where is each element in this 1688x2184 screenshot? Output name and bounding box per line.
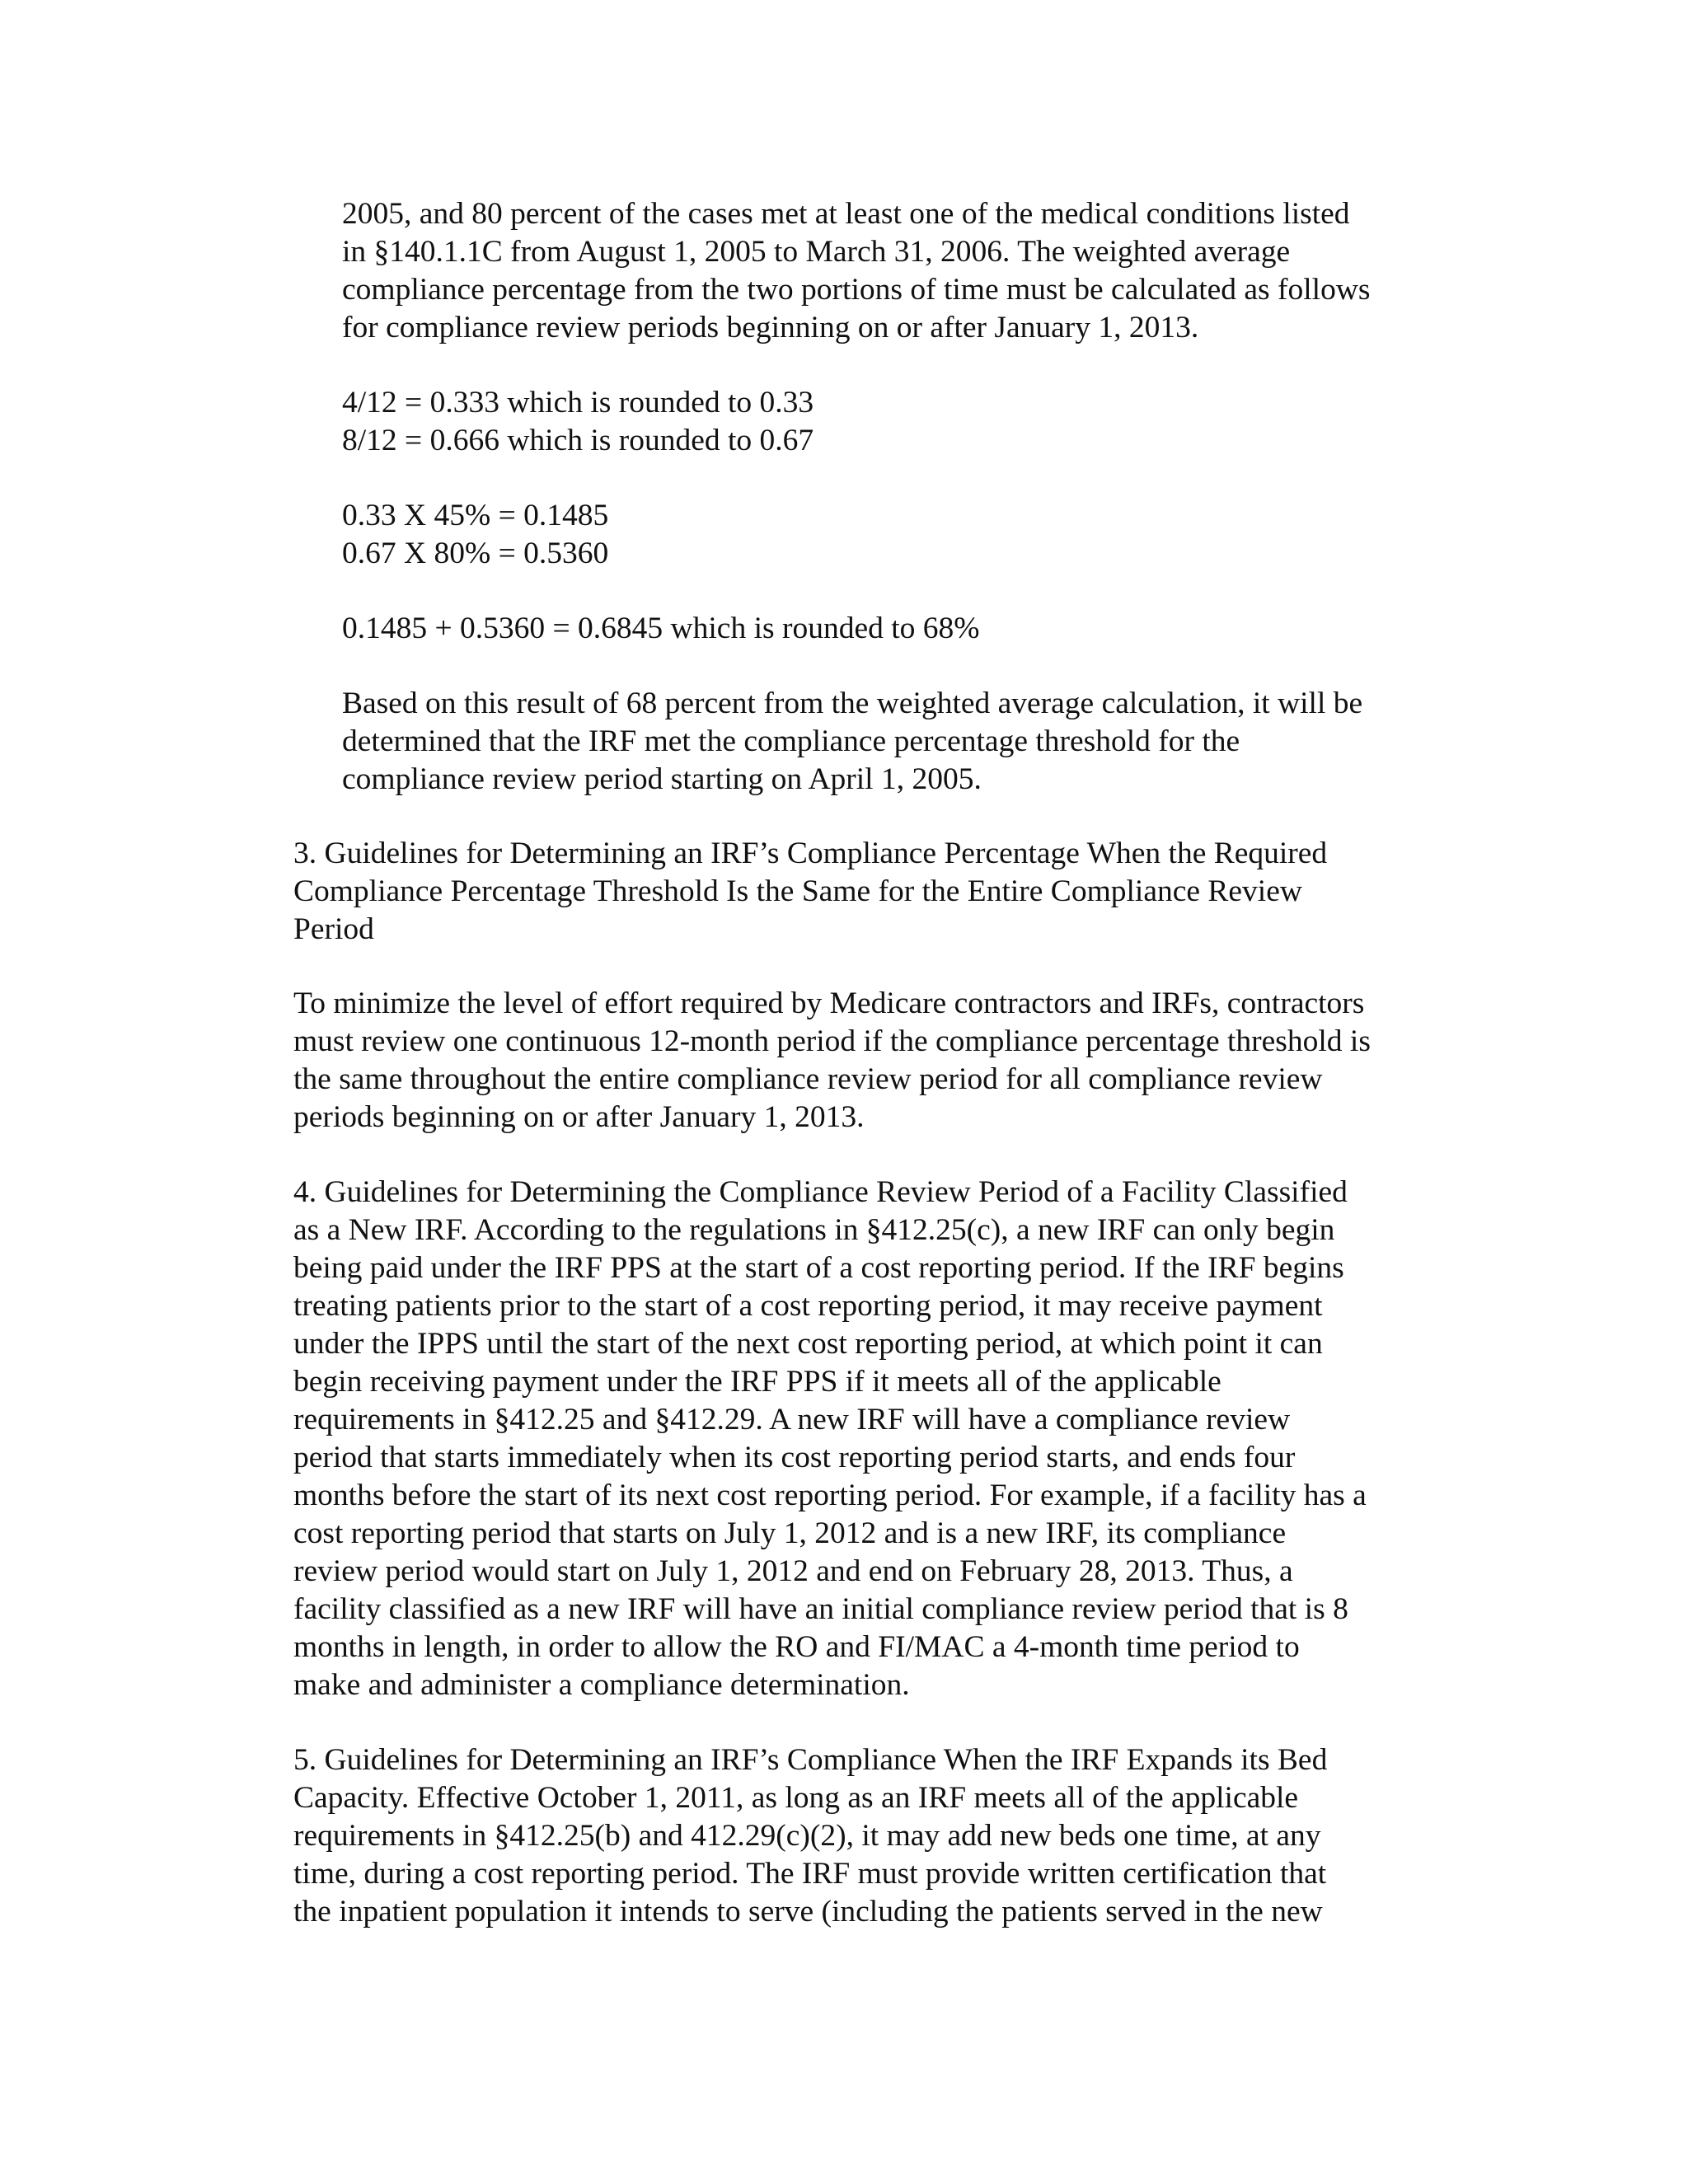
heading-line: Compliance Percentage Threshold Is the Same for the Entire Compliance Review (293, 874, 1302, 908)
heading-line: 3. Guidelines for Determining an IRF’s Compliance Percentage When the Required (293, 837, 1328, 870)
text-line: Capacity. Effective October 1, 2011, as long as an IRF meets all of the applicable (293, 1781, 1299, 1815)
text-line: review period would start on July 1, 2012 and end on February 28, 2013. Thus, a (293, 1554, 1293, 1588)
text-line: requirements in §412.25(b) and 412.29(c)(2), it may add new beds one time, at any (293, 1819, 1321, 1853)
text-line: in §140.1.1C from August 1, 2005 to March 31, 2006. The weighted average (342, 235, 1291, 269)
calc-line: 0.67 X 80% = 0.5360 (342, 537, 609, 570)
calc-line: 4/12 = 0.333 which is rounded to 0.33 (342, 386, 814, 419)
text-line: 2005, and 80 percent of the cases met at least one of the medical conditions listed (342, 197, 1350, 231)
text-line: determined that the IRF met the compliance percentage threshold for the (342, 724, 1240, 758)
text-line: compliance percentage from the two portions of time must be calculated as follows (342, 273, 1371, 307)
text-line: period that starts immediately when its cost reporting period starts, and ends four (293, 1441, 1296, 1474)
text-line: 4. Guidelines for Determining the Compliance Review Period of a Facility Classified (293, 1175, 1348, 1209)
text-line: must review one continuous 12-month period if the compliance percentage threshold is (293, 1024, 1371, 1058)
text-line: treating patients prior to the start of a cost reporting period, it may receive payment (293, 1289, 1323, 1323)
text-line: time, during a cost reporting period. The IRF must provide written certification that (293, 1857, 1327, 1891)
text-line: facility classified as a new IRF will have an initial compliance review period that is 8 (293, 1592, 1348, 1626)
text-line: the inpatient population it intends to serve (including the patients served in the new (293, 1895, 1323, 1929)
text-line: 5. Guidelines for Determining an IRF’s Compliance When the IRF Expands its Bed (293, 1743, 1328, 1777)
text-line: cost reporting period that starts on July 1, 2012 and is a new IRF, its compliance (293, 1516, 1287, 1550)
calculation-sum: 0.1485 + 0.5360 = 0.6845 which is rounded to 68% (342, 612, 980, 645)
text-line: under the IPPS until the start of the next cost reporting period, at which point it can (293, 1327, 1323, 1361)
calc-line: 0.33 X 45% = 0.1485 (342, 499, 609, 532)
calc-line: 8/12 = 0.666 which is rounded to 0.67 (342, 424, 814, 457)
text-line: being paid under the IRF PPS at the start of a cost reporting period. If the IRF begins (293, 1251, 1344, 1285)
text-line: the same throughout the entire compliance review period for all compliance review (293, 1062, 1323, 1096)
text-line: requirements in §412.25 and §412.29. A new IRF will have a compliance review (293, 1403, 1291, 1436)
text-line: for compliance review periods beginning on or after January 1, 2013. (342, 311, 1199, 344)
text-line: Based on this result of 68 percent from the weighted average calculation, it will be (342, 687, 1363, 720)
text-line: periods beginning on or after January 1, 2013. (293, 1100, 865, 1134)
text-line: months before the start of its next cost reporting period. For example, if a facility has a (293, 1479, 1367, 1512)
text-line: compliance review period starting on April 1, 2005. (342, 762, 982, 796)
text-line: make and administer a compliance determination. (293, 1668, 910, 1702)
heading-line: Period (293, 912, 374, 946)
text-line: months in length, in order to allow the RO and FI/MAC a 4-month time period to (293, 1630, 1300, 1664)
text-line: begin receiving payment under the IRF PPS if it meets all of the applicable (293, 1365, 1221, 1399)
text-line: To minimize the level of effort required by Medicare contractors and IRFs, contractors (293, 987, 1365, 1020)
text-line: as a New IRF. According to the regulations in §412.25(c), a new IRF can only begin (293, 1213, 1335, 1247)
